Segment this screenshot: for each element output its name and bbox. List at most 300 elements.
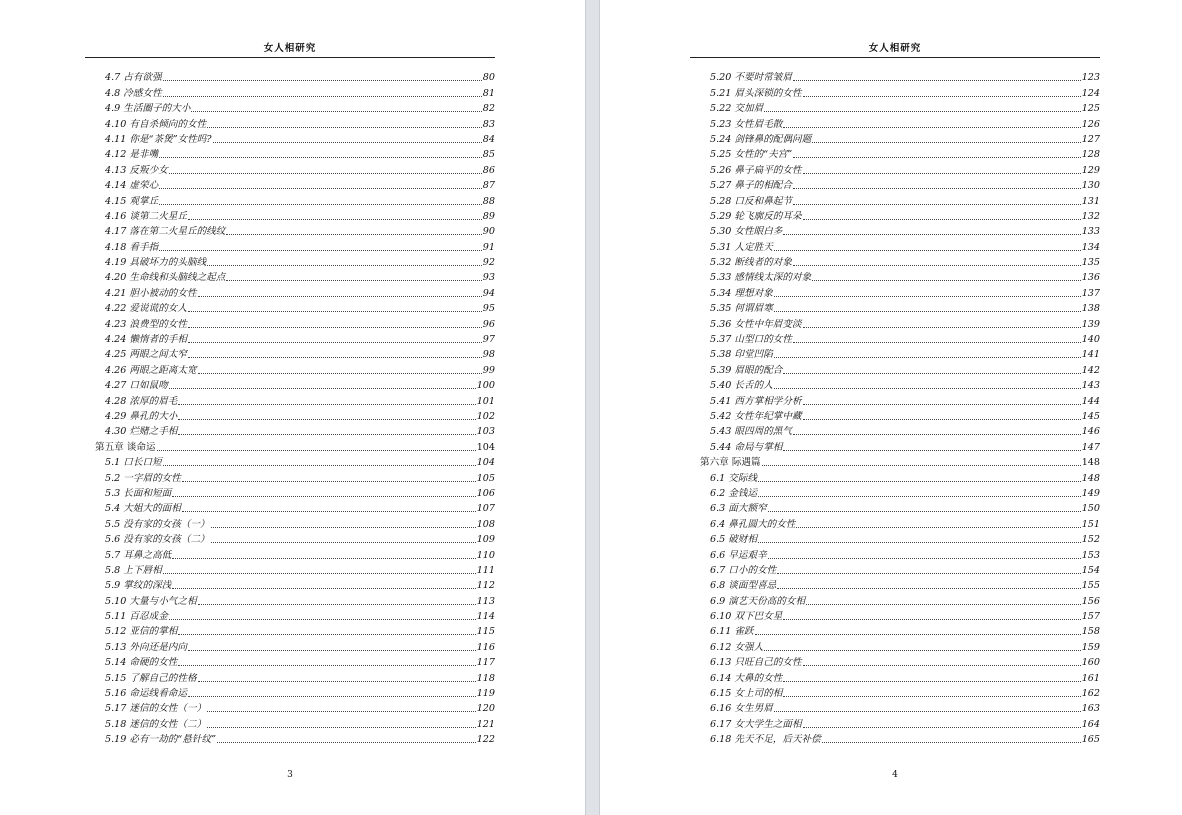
- toc-entry-title: 5.28 口反和鼻起节: [710, 195, 792, 207]
- toc-entry-title: 6.10 双下巴女星: [710, 611, 783, 623]
- toc-dot-leader: [178, 665, 475, 666]
- toc-dot-leader: [182, 511, 476, 512]
- toc-entry-title: 5.30 女性眼白多: [710, 226, 783, 238]
- toc-entry[interactable]: [85, 531, 495, 546]
- toc-entry-title: 5.38 印堂凹陷: [710, 349, 773, 361]
- page-number: 4: [892, 770, 898, 780]
- toc-entry-page: 130: [1081, 180, 1100, 192]
- toc-entry-page: 106: [476, 487, 495, 499]
- toc-entry[interactable]: [85, 131, 495, 146]
- toc-dot-leader: [178, 634, 475, 635]
- toc-entry-page: 112: [476, 580, 495, 592]
- toc-dot-leader: [188, 342, 482, 343]
- toc-entry[interactable]: [690, 254, 1100, 269]
- toc-entry-title: 5.14 命硬的女性: [105, 657, 178, 669]
- toc-entry-page: 135: [1081, 257, 1100, 269]
- toc-entry-page: 119: [476, 688, 495, 700]
- toc-entry-title: 5.24 剑锋鼻的配偶问题: [710, 133, 812, 145]
- toc-dot-leader: [207, 727, 476, 728]
- toc-dot-leader: [157, 450, 476, 451]
- toc-dot-leader: [159, 250, 482, 251]
- toc-entry[interactable]: [85, 608, 495, 623]
- toc-entry-page: 95: [482, 303, 495, 315]
- toc-entry-title: 4.23 浪费型的女性: [105, 318, 187, 330]
- toc-dot-leader: [768, 558, 1081, 559]
- toc-entry[interactable]: [85, 269, 495, 284]
- toc-dot-leader: [803, 665, 1081, 666]
- toc-entry-title: 5.37 山型口的女性: [710, 334, 792, 346]
- toc-entry-page: 101: [476, 395, 495, 407]
- toc-entry[interactable]: [85, 377, 495, 392]
- toc-entry[interactable]: [85, 192, 495, 207]
- toc-entry-page: 151: [1081, 518, 1100, 530]
- toc-dot-leader: [198, 681, 476, 682]
- toc-entry[interactable]: [690, 161, 1100, 176]
- toc-dot-leader: [211, 527, 476, 528]
- toc-entry-title: 6.6 早运艰辛: [710, 549, 767, 561]
- toc-entry-page: 90: [482, 226, 495, 238]
- toc-dot-leader: [793, 204, 1081, 205]
- toc-entry[interactable]: [690, 515, 1100, 530]
- toc-entry-title: 4.24 懒惰者的手相: [105, 334, 187, 346]
- toc-entry-title: 5.27 鼻子的相配合: [710, 180, 792, 192]
- toc-entry[interactable]: [85, 284, 495, 299]
- toc-entry-page: 161: [1081, 672, 1100, 684]
- toc-dot-leader: [793, 342, 1081, 343]
- toc-dot-leader: [188, 357, 482, 358]
- toc-dot-leader: [172, 496, 475, 497]
- toc-entry[interactable]: [85, 715, 495, 730]
- toc-entry-page: 154: [1081, 564, 1100, 576]
- toc-dot-leader: [198, 604, 476, 605]
- toc-entry-title: 5.32 断线者的对象: [710, 257, 792, 269]
- toc-dot-leader: [188, 311, 482, 312]
- toc-entry-title: 5.9 掌纹的深浅: [105, 580, 172, 592]
- toc-dot-leader: [793, 188, 1081, 189]
- toc-entry-title: 5.2 一字眉的女性: [105, 472, 181, 484]
- toc-entry[interactable]: [690, 669, 1100, 684]
- toc-entry-page: 104: [476, 441, 495, 453]
- toc-entry[interactable]: [690, 438, 1100, 453]
- toc-entry[interactable]: [690, 731, 1100, 746]
- toc-entry[interactable]: [690, 115, 1100, 130]
- toc-entry-page: 137: [1081, 287, 1100, 299]
- toc-entry[interactable]: [690, 715, 1100, 730]
- toc-entry-page: 102: [476, 410, 495, 422]
- toc-dot-leader: [762, 465, 1081, 466]
- toc-entry-page: 111: [476, 564, 495, 576]
- toc-entry-page: 132: [1081, 210, 1100, 222]
- toc-entry-title: 第五章 谈命运: [95, 441, 156, 453]
- toc-dot-leader: [796, 527, 1080, 528]
- toc-entry[interactable]: [690, 546, 1100, 561]
- toc-entry-page: 159: [1081, 641, 1100, 653]
- toc-entry-page: 121: [476, 718, 495, 730]
- toc-entry[interactable]: [85, 254, 495, 269]
- toc-entry[interactable]: [690, 346, 1100, 361]
- toc-entry[interactable]: [690, 177, 1100, 192]
- toc-entry[interactable]: [85, 223, 495, 238]
- toc-entry[interactable]: [85, 300, 495, 315]
- toc-entry[interactable]: [85, 392, 495, 407]
- toc-entry-page: 86: [482, 164, 495, 176]
- header-rule: [85, 57, 495, 58]
- toc-entry-title: 6.3 面大额窄: [710, 503, 767, 515]
- toc-dot-leader: [207, 711, 476, 712]
- toc-dot-leader: [758, 542, 1081, 543]
- toc-entry-title: 5.21 眉头深锁的女性: [710, 87, 802, 99]
- toc-dot-leader: [169, 619, 476, 620]
- toc-entry-page: 139: [1081, 318, 1100, 330]
- toc-dot-leader: [783, 619, 1080, 620]
- toc-dot-leader: [783, 127, 1080, 128]
- toc-entry[interactable]: [85, 161, 495, 176]
- toc-entry-page: 138: [1081, 303, 1100, 315]
- toc-entry-title: 6.7 口小的女性: [710, 564, 777, 576]
- toc-entry[interactable]: [690, 685, 1100, 700]
- toc-entry-title: 4.11 你是“茶煲”女性吗?: [105, 133, 212, 145]
- toc-entry-page: 127: [1081, 133, 1100, 145]
- toc-entry-page: 131: [1081, 195, 1100, 207]
- toc-entry[interactable]: [85, 146, 495, 161]
- toc-entry-page: 128: [1081, 149, 1100, 161]
- toc-entry-title: 4.10 有自杀倾向的女性: [105, 118, 207, 130]
- toc-entry-page: 104: [476, 457, 495, 469]
- toc-entry[interactable]: [690, 131, 1100, 146]
- toc-entry-page: 158: [1081, 626, 1100, 638]
- toc-entry[interactable]: [690, 146, 1100, 161]
- toc-entry-page: 124: [1081, 87, 1100, 99]
- toc-entry[interactable]: [690, 654, 1100, 669]
- toc-entry-title: 5.19 必有一劫的“悬针纹”: [105, 734, 216, 746]
- toc-dot-leader: [226, 280, 481, 281]
- toc-entry-page: 140: [1081, 334, 1100, 346]
- toc-entry-page: 126: [1081, 118, 1100, 130]
- toc-entry-page: 83: [482, 118, 495, 130]
- toc-dot-leader: [806, 604, 1081, 605]
- toc-entry-title: 5.3 长面和短面: [105, 487, 172, 499]
- toc-entry-title: 6.15 女上司的相: [710, 688, 783, 700]
- toc-entry[interactable]: [85, 454, 495, 469]
- toc-entry-title: 6.18 先天不足，后天补偿: [710, 734, 821, 746]
- toc-entry-page: 92: [482, 257, 495, 269]
- toc-dot-leader: [793, 80, 1081, 81]
- toc-entry[interactable]: [85, 100, 495, 115]
- toc-dot-leader: [178, 434, 475, 435]
- toc-entry-title: 4.26 两眼之距离太宽: [105, 364, 197, 376]
- toc-entry[interactable]: [690, 592, 1100, 607]
- toc-entry[interactable]: [85, 500, 495, 515]
- toc-entry-page: 146: [1081, 426, 1100, 438]
- toc-dot-leader: [169, 388, 476, 389]
- toc-entry[interactable]: [690, 284, 1100, 299]
- toc-dot-leader: [213, 142, 482, 143]
- toc-entry[interactable]: [690, 377, 1100, 392]
- toc-entry-title: 4.7 占有欲强: [105, 72, 162, 84]
- toc-entry-page: 133: [1081, 226, 1100, 238]
- toc-entry-page: 110: [476, 549, 495, 561]
- toc-entry-page: 156: [1081, 595, 1100, 607]
- toc-entry[interactable]: [690, 531, 1100, 546]
- toc-entry-title: 5.7 耳鼻之高低: [105, 549, 172, 561]
- toc-entry[interactable]: [85, 700, 495, 715]
- toc-entry-title: 6.1 交际线: [710, 472, 758, 484]
- toc-entry[interactable]: [85, 562, 495, 577]
- toc-entry-title: 5.36 女性中年眉变淡: [710, 318, 802, 330]
- toc-entry-page: 105: [476, 472, 495, 484]
- toc-entry-title: 6.8 谈面型喜忌: [710, 580, 777, 592]
- toc-entry-title: 4.27 口如鼠吻: [105, 380, 168, 392]
- toc-entry-title: 4.9 生活圈子的大小: [105, 103, 191, 115]
- toc-entry-title: 5.13 外向还是内向: [105, 641, 187, 653]
- document-page-right: [600, 0, 1182, 815]
- toc-entry-page: 115: [476, 626, 495, 638]
- toc-entry-page: 150: [1081, 503, 1100, 515]
- toc-entry-title: 6.13 只旺自己的女性: [710, 657, 802, 669]
- toc-entry[interactable]: [85, 84, 495, 99]
- toc-entry-title: 4.22 爱说谎的女人: [105, 303, 187, 315]
- toc-entry-title: 6.5 破财相: [710, 534, 758, 546]
- toc-entry[interactable]: [85, 69, 495, 84]
- toc-entry-title: 5.8 上下唇相: [105, 564, 162, 576]
- toc-dot-leader: [812, 280, 1081, 281]
- toc-entry-page: 81: [482, 87, 495, 99]
- toc-entry[interactable]: [85, 331, 495, 346]
- toc-entry[interactable]: [690, 469, 1100, 484]
- toc-dot-leader: [198, 296, 482, 297]
- toc-dot-leader: [188, 327, 482, 328]
- toc-entry[interactable]: [690, 485, 1100, 500]
- toc-entry-title: 4.18 看手指: [105, 241, 159, 253]
- toc-entry-title: 4.20 生命线和头脑线之起点: [105, 272, 226, 284]
- toc-entry-title: 5.29 轮飞廓反的耳朵: [710, 210, 802, 222]
- toc-entry-page: 82: [482, 103, 495, 115]
- toc-entry-page: 152: [1081, 534, 1100, 546]
- toc-dot-leader: [163, 80, 482, 81]
- toc-entry-title: 6.16 女生男眉: [710, 703, 773, 715]
- page-header-title: 女人相研究: [263, 43, 317, 54]
- toc-entry-page: 87: [482, 180, 495, 192]
- toc-entry-page: 94: [482, 287, 495, 299]
- toc-dot-leader: [163, 465, 476, 466]
- toc-entry-page: 157: [1081, 611, 1100, 623]
- toc-dot-leader: [159, 157, 482, 158]
- toc-entry[interactable]: [85, 515, 495, 530]
- toc-dot-leader: [774, 296, 1081, 297]
- toc-dot-leader: [783, 696, 1080, 697]
- toc-entry-title: 4.21 胆小被动的女性: [105, 287, 197, 299]
- toc-entry-page: 144: [1081, 395, 1100, 407]
- toc-entry-page: 142: [1081, 364, 1100, 376]
- toc-entry-title: 5.6 没有家的女孩（二）: [105, 534, 210, 546]
- toc-entry[interactable]: [690, 208, 1100, 223]
- toc-entry-page: 97: [482, 334, 495, 346]
- toc-entry-title: 5.34 理想对象: [710, 287, 773, 299]
- toc-entry[interactable]: [690, 500, 1100, 515]
- toc-entry-title: 5.20 不要时常皱眉: [710, 72, 792, 84]
- toc-dot-leader: [822, 742, 1081, 743]
- toc-entry[interactable]: [85, 623, 495, 638]
- toc-entry-page: 103: [476, 426, 495, 438]
- toc-entry-title: 5.10 大量与小气之相: [105, 595, 197, 607]
- toc-dot-leader: [172, 588, 475, 589]
- toc-entry[interactable]: [85, 577, 495, 592]
- toc-entry-title: 4.13 反叛少女: [105, 164, 168, 176]
- toc-entry[interactable]: [85, 346, 495, 361]
- toc-entry-page: 80: [482, 72, 495, 84]
- toc-entry[interactable]: [690, 331, 1100, 346]
- toc-entry[interactable]: [85, 592, 495, 607]
- toc-entry-title: 4.16 谈第二火星丘: [105, 210, 187, 222]
- toc-entry[interactable]: [690, 700, 1100, 715]
- toc-dot-leader: [188, 650, 476, 651]
- toc-entry[interactable]: [690, 192, 1100, 207]
- toc-entry-title: 5.22 交加眉: [710, 103, 764, 115]
- toc-dot-leader: [774, 711, 1081, 712]
- toc-entry-page: 120: [476, 703, 495, 715]
- toc-entry[interactable]: [690, 100, 1100, 115]
- toc-entry-page: 91: [482, 241, 495, 253]
- toc-entry[interactable]: [690, 361, 1100, 376]
- toc-entry-title: 6.9 演艺天份高的女相: [710, 595, 806, 607]
- toc-dot-leader: [178, 419, 475, 420]
- toc-entry-title: 5.33 感情线太深的对象: [710, 272, 812, 284]
- toc-entry-title: 5.15 了解自己的性格: [105, 672, 197, 684]
- toc-entry[interactable]: [690, 223, 1100, 238]
- toc-dot-leader: [198, 373, 482, 374]
- toc-dot-leader: [159, 188, 482, 189]
- toc-entry[interactable]: [690, 638, 1100, 653]
- toc-entry[interactable]: [85, 485, 495, 500]
- toc-entry-page: 134: [1081, 241, 1100, 253]
- toc-entry[interactable]: [85, 731, 495, 746]
- toc-entry-title: 6.17 女大学生之面相: [710, 718, 802, 730]
- toc-entry[interactable]: [85, 654, 495, 669]
- toc-entry[interactable]: [690, 623, 1100, 638]
- toc-entry[interactable]: [85, 669, 495, 684]
- toc-entry[interactable]: [690, 315, 1100, 330]
- toc-dot-leader: [207, 127, 482, 128]
- toc-entry-page: 96: [482, 318, 495, 330]
- toc-entry[interactable]: [690, 392, 1100, 407]
- toc-entry[interactable]: [690, 300, 1100, 315]
- toc-entry-page: 117: [476, 657, 495, 669]
- toc-entry-title: 5.25 女性的“夫宫”: [710, 149, 793, 161]
- toc-chapter-entry[interactable]: [85, 438, 495, 453]
- toc-dot-leader: [758, 496, 1081, 497]
- toc-entry[interactable]: [85, 469, 495, 484]
- toc-entry[interactable]: [690, 269, 1100, 284]
- toc-entry[interactable]: [85, 115, 495, 130]
- toc-entry[interactable]: [690, 84, 1100, 99]
- toc-dot-leader: [783, 681, 1080, 682]
- toc-entry-title: 4.15 观掌丘: [105, 195, 159, 207]
- toc-entry-title: 5.12 亚信的掌相: [105, 626, 178, 638]
- toc-dot-leader: [793, 265, 1081, 266]
- toc-entry-page: 113: [476, 595, 495, 607]
- toc-entry[interactable]: [85, 546, 495, 561]
- toc-entry[interactable]: [85, 177, 495, 192]
- toc-entry-title: 5.35 何谓眉寒: [710, 303, 773, 315]
- toc-entry-page: 129: [1081, 164, 1100, 176]
- toc-entry-page: 100: [476, 380, 495, 392]
- toc-entry-title: 5.44 命局与掌相: [710, 441, 783, 453]
- toc-entry-page: 153: [1081, 549, 1100, 561]
- toc-dot-leader: [793, 157, 1080, 158]
- toc-dot-leader: [755, 634, 1081, 635]
- toc-entry[interactable]: [690, 69, 1100, 84]
- toc-entry-title: 4.8 冷感女性: [105, 87, 162, 99]
- toc-dot-leader: [812, 142, 1081, 143]
- toc-entry-title: 5.11 百忍成金: [105, 611, 168, 623]
- toc-entry-title: 4.28 浓厚的眉毛: [105, 395, 178, 407]
- toc-entry-title: 5.16 命运线看命运: [105, 688, 187, 700]
- toc-entry-title: 5.42 女性年纪掌中藏: [710, 410, 802, 422]
- toc-entry[interactable]: [85, 638, 495, 653]
- toc-entry-page: 141: [1081, 349, 1100, 361]
- toc-dot-leader: [182, 481, 476, 482]
- toc-entry-page: 149: [1081, 487, 1100, 499]
- toc-entry[interactable]: [85, 208, 495, 223]
- toc-dot-leader: [169, 173, 482, 174]
- toc-entry-title: 5.43 眼四周的黑气: [710, 426, 792, 438]
- toc-dot-leader: [774, 357, 1081, 358]
- page-gutter: [585, 0, 600, 815]
- toc-dot-leader: [172, 558, 475, 559]
- toc-entry[interactable]: [690, 577, 1100, 592]
- toc-entry-page: 160: [1081, 657, 1100, 669]
- toc-entry-title: 6.11 雀跃: [710, 626, 754, 638]
- toc-chapter-entry[interactable]: [690, 454, 1100, 469]
- toc-dot-leader: [178, 404, 475, 405]
- toc-entry[interactable]: [85, 423, 495, 438]
- toc-entry[interactable]: [85, 361, 495, 376]
- toc-entry-page: 123: [1081, 72, 1100, 84]
- toc-entry-page: 93: [482, 272, 495, 284]
- toc-dot-leader: [758, 481, 1081, 482]
- table-of-contents: [690, 69, 1100, 746]
- toc-entry[interactable]: [690, 562, 1100, 577]
- toc-entry-title: 5.18 迷信的女性（二）: [105, 718, 207, 730]
- toc-entry[interactable]: [690, 423, 1100, 438]
- toc-entry-page: 145: [1081, 410, 1100, 422]
- toc-dot-leader: [764, 111, 1080, 112]
- toc-entry[interactable]: [85, 315, 495, 330]
- toc-entry[interactable]: [690, 408, 1100, 423]
- toc-entry-title: 4.25 两眼之间太窄: [105, 349, 187, 361]
- page-header-title: 女人相研究: [868, 43, 922, 54]
- toc-dot-leader: [211, 542, 476, 543]
- page-number: 3: [287, 770, 293, 780]
- toc-entry-title: 4.17 落在第二火星丘的线纹: [105, 226, 226, 238]
- toc-entry-title: 4.30 烂赌之手相: [105, 426, 178, 438]
- toc-entry-page: 122: [476, 734, 495, 746]
- toc-entry-page: 125: [1081, 103, 1100, 115]
- toc-entry[interactable]: [690, 238, 1100, 253]
- toc-entry[interactable]: [85, 408, 495, 423]
- toc-entry[interactable]: [690, 608, 1100, 623]
- toc-entry-page: 118: [476, 672, 495, 684]
- toc-dot-leader: [783, 373, 1080, 374]
- toc-entry-title: 4.12 是非嘴: [105, 149, 159, 161]
- toc-entry-title: 5.31 人定胜天: [710, 241, 773, 253]
- toc-entry-title: 4.19 具破坏力的头脑线: [105, 257, 207, 269]
- toc-entry-title: 5.5 没有家的女孩（一）: [105, 518, 210, 530]
- toc-entry[interactable]: [85, 238, 495, 253]
- toc-entry[interactable]: [85, 685, 495, 700]
- toc-entry-title: 4.29 鼻孔的大小: [105, 410, 178, 422]
- toc-entry-page: 116: [476, 641, 495, 653]
